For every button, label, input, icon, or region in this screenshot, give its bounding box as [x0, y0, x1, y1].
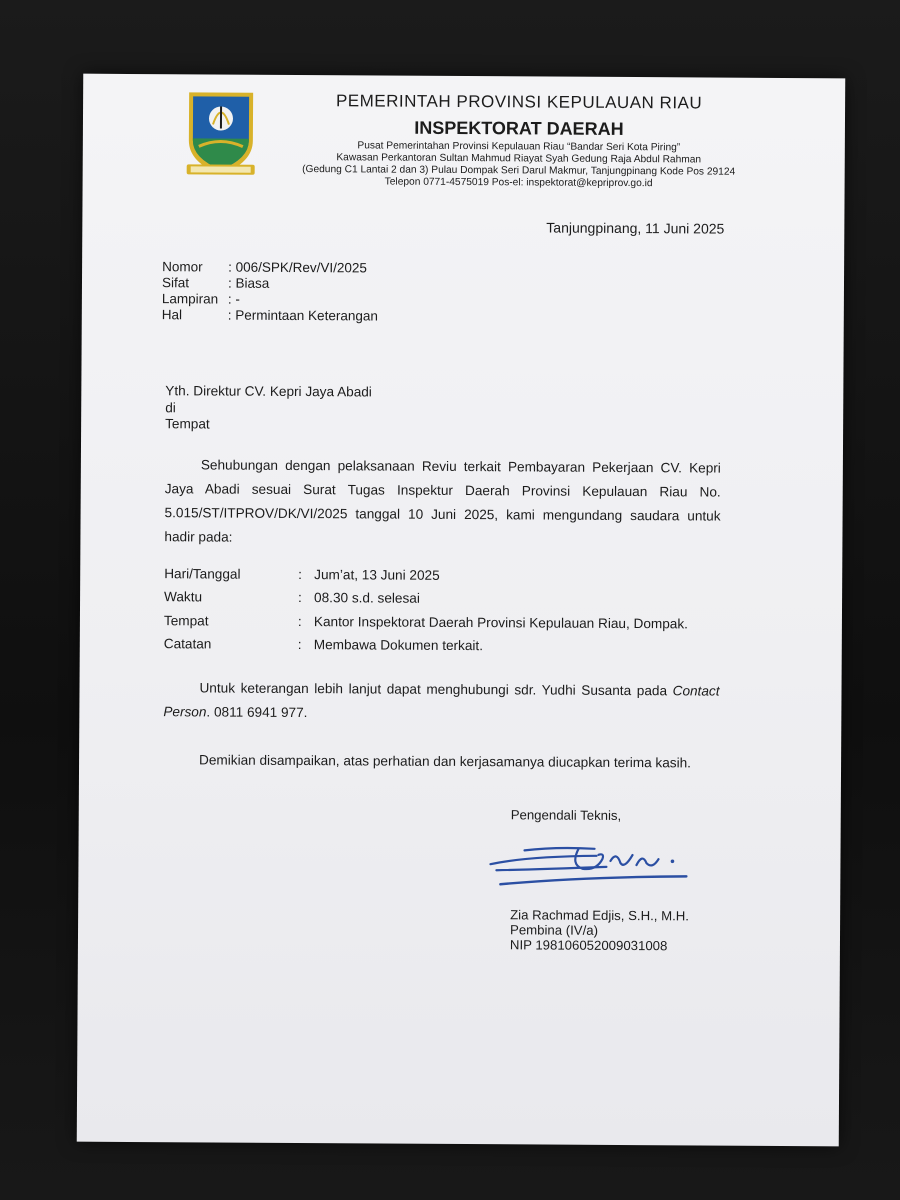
detail-colon: : [297, 637, 302, 653]
detail-label: Hari/Tanggal [164, 566, 241, 582]
opening-paragraph: Sehubungan dengan pelaksanaan Reviu terkait Pembayaran Pekerjaan CV. Kepri Jaya Abadi sesuai Surat Tugas Inspektur Daerah Provinsi Kepulauan Riau No. 5.015/ST/ITPROV/DK/VI/2025 tanggal 10 Juni 2025, kami mengundang saudara untuk hadir pada: [164, 457, 721, 545]
detail-label: Waktu [164, 589, 203, 605]
detail-colon: : [298, 590, 302, 606]
letter-date: Tanjungpinang, 11 Juni 2025 [546, 219, 725, 237]
detail-colon: : [297, 614, 302, 630]
signatory-rank: Pembina (IV/a) [510, 922, 599, 938]
closing-paragraph: Demikian disampaikan, atas perhatian dan kerjasamanya diucapkan terima kasih. [199, 752, 692, 771]
contact-text: Untuk keterangan lebih lanjut dapat menghubungi sdr. Yudhi Susanta pada [199, 680, 673, 699]
address-line-1: Pusat Pemerintahan Provinsi Kepulauan Riau “Bandar Seri Kota Piring” [357, 140, 681, 154]
contact-person-term: Contact Person [163, 683, 720, 720]
detail-label: Tempat [163, 613, 209, 629]
meta-value-hal: : Permintaan Keterangan [227, 307, 378, 324]
detail-colon: : [298, 567, 303, 583]
detail-value: Kantor Inspektorat Daerah Provinsi Kepulauan Riau, Dompak. [313, 614, 689, 632]
contact-number: . 0811 6941 977. [206, 704, 308, 721]
meta-label-nomor: Nomor [162, 259, 203, 275]
meta-label-hal: Hal [161, 307, 183, 323]
address-line-2: Kawasan Perkantoran Sultan Mahmud Riayat Syah Gedung Raja Abdul Rahman [336, 152, 702, 166]
signatory-title: Pengendali Teknis, [510, 807, 622, 823]
government-title: PEMERINTAH PROVINSI KEPULAUAN RIAU [335, 91, 703, 113]
recipient-tempat: Tempat [165, 416, 210, 432]
recipient-line: Yth. Direktur CV. Kepri Jaya Abadi [165, 383, 372, 400]
signatory-nip: NIP 198106052009031008 [509, 937, 668, 954]
signature-icon [486, 842, 696, 903]
agency-title: INSPEKTORAT DAERAH [414, 117, 624, 139]
detail-value: Membawa Dokumen terkait. [313, 637, 484, 654]
detail-value: 08.30 s.d. selesai [314, 590, 420, 606]
meta-value-nomor: : 006/SPK/Rev/VI/2025 [228, 259, 367, 276]
detail-label: Catatan [163, 636, 212, 652]
address-line-3: (Gedung C1 Lantai 2 dan 3) Pulau Dompak Seri Darul Makmur, Tanjungpinang Kode Pos 29124 [302, 164, 736, 178]
meta-value-lampiran: : - [227, 291, 240, 307]
meta-label-sifat: Sifat [161, 275, 190, 291]
recipient-di: di [165, 400, 176, 416]
letter-page [77, 74, 846, 1147]
signatory-name: Zia Rachmad Edjis, S.H., M.H. [510, 907, 689, 924]
contact-line: Telepon 0771-4575019 Pos-el: inspektorat@kepriprov.go.id [384, 176, 653, 190]
meta-value-sifat: : Biasa [227, 275, 270, 291]
contact-paragraph [163, 676, 719, 727]
meta-label-lampiran: Lampiran [161, 291, 219, 307]
detail-value: Jum’at, 13 Juni 2025 [314, 567, 440, 583]
